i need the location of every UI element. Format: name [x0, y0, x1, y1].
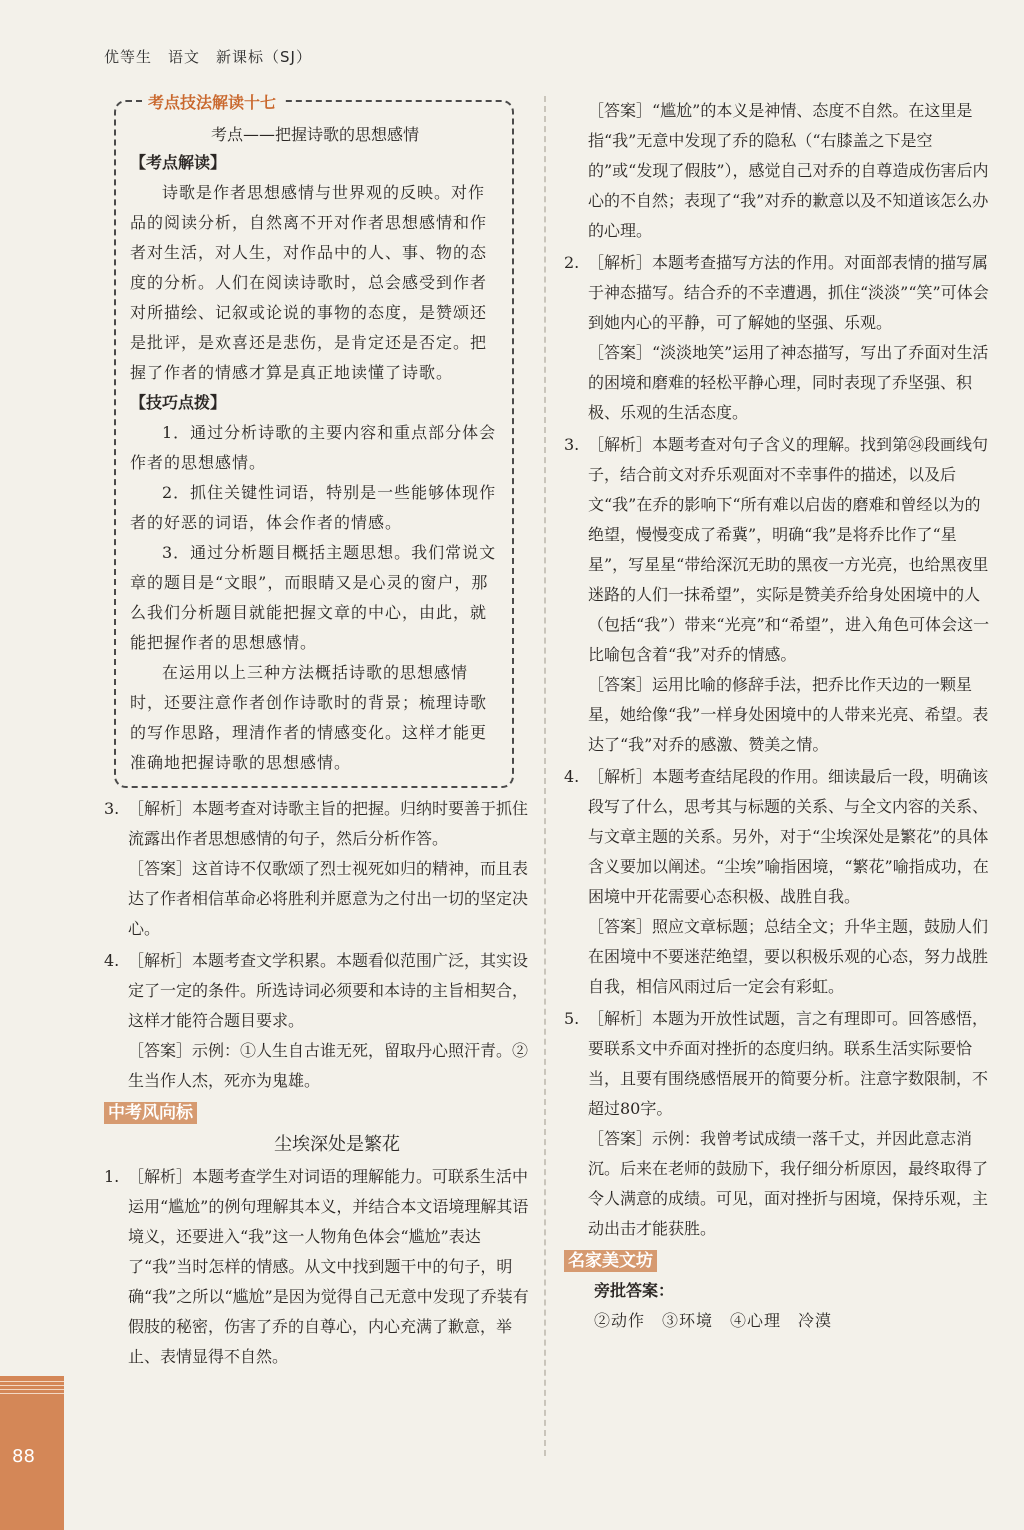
tip-box-subtitle: 考点——把握诗歌的思想感情 [210, 125, 419, 144]
explain-paragraph: 诗歌是作者思想感情与世界观的反映。对作品的阅读分析，自然离不开对作者思想感情和作者对生活，对人生，对作品中的人、事、物的态度的分析。人们在阅读诗歌时，总会感受到作者对所描绘、记叙或论说的事物的态度，是赞颂还是批评，是欢喜还是悲伤，是肯定还是否定。把握了作者的情感才算是真正地读懂了诗歌。 [130, 183, 488, 382]
answer-item [564, 430, 992, 760]
side-note-label: 旁批答案： [594, 1281, 675, 1300]
answer-item [564, 762, 992, 1002]
answer-item [104, 946, 530, 1096]
item-number: 4. [104, 951, 120, 970]
story-title: 尘埃深处是繁花 [274, 1134, 400, 1155]
page-number: 88 [12, 1446, 35, 1467]
tip-summary: 在运用以上三种方法概括诗歌的思想感情时，还要注意作者创作诗歌时的背景；梳理诗歌的写作思路，理清作者的情感变化。这样才能更准确地把握诗歌的思想感情。 [130, 663, 488, 772]
tip-box [114, 93, 514, 788]
answer-item [104, 794, 530, 944]
tip-3: 3．通过分析题目概括主题思想。我们常说文章的题目是“文眼”，而眼睛又是心灵的窗户，那么我们分析题目就能把握文章的中心，由此，就能把握作者的思想感情。 [130, 543, 497, 652]
answer-text: ［答案］示例：我曾考试成绩一落千丈，并因此意志消沉。后来在老师的鼓励下，我仔细分析原因，最终取得了令人满意的成绩。可见，面对挫折与困境，保持乐观，主动出击才能获胜。 [588, 1129, 989, 1238]
answer-text: ［答案］照应文章标题；总结全文；升华主题，鼓励人们在困境中不要迷茫绝望，要以积极乐观的心态，努力战胜自我，相信风雨过后一定会有彩虹。 [588, 917, 989, 996]
running-header: 优等生 语文 新课标（SJ） [104, 48, 312, 66]
item-number: 5. [564, 1009, 580, 1028]
left-column [104, 93, 530, 1372]
right-column [564, 96, 992, 1336]
answer-text: ［答案］运用比喻的修辞手法，把乔比作天边的一颗星星，她给像“我”一样身处困境中的人带来光亮、希望。表达了“我”对乔的感激、赞美之情。 [588, 675, 989, 754]
tip-2: 2．抓住关键性词语，特别是一些能够体现作者的好恶的词语，体会作者的情感。 [130, 483, 497, 532]
analysis-text: ［解析］本题为开放性试题，言之有理即可。回答感悟，要联系文中乔面对挫折的态度归纳。联系生活实际要恰当，且要有围绕感悟展开的简要分析。注意字数限制，不超过80字。 [588, 1009, 989, 1118]
answer-item [564, 248, 992, 428]
column-divider [544, 96, 546, 1456]
answer-text: ［答案］这首诗不仅歌颂了烈士视死如归的精神，而且表达了作者相信革命必将胜利并愿意为之付出一切的坚定决心。 [128, 859, 529, 938]
answer-text: ［答案］示例：①人生自古谁无死，留取丹心照汗青。②生当作人杰，死亦为鬼雄。 [128, 1041, 529, 1090]
section-tag-essay-corner: 名家美文坊 [564, 1250, 657, 1272]
analysis-text: ［解析］本题考查学生对词语的理解能力。可联系生活中运用“尴尬”的例句理解其本义，并结合本文语境理解其语境义，还要进入“我”这一人物角色体会“尴尬”表达了“我”当时怎样的情感。从文中找到题干中的句子，明确“我”之所以“尴尬”是因为觉得自己无意中发现了乔装有假肢的秘密，伤害了乔的自尊心，内心充满了歉意，举止、表情显得不自然。 [128, 1167, 529, 1366]
analysis-text: ［解析］本题考查结尾段的作用。细读最后一段，明确该段写了什么，思考其与标题的关系、与全文内容的关系、与文章主题的关系。另外，对于“尘埃深处是繁花”的具体含义要加以阐述。“尘埃”喻指困境，“繁花”喻指成功，在困境中开花需要心态积极、战胜自我。 [588, 767, 989, 906]
item-number: 2. [564, 253, 580, 272]
answer-text: ［答案］“淡淡地笑”运用了神态描写，写出了乔面对生活的困境和磨难的轻松平静心理，同时表现了乔坚强、积极、乐观的生活态度。 [588, 343, 989, 422]
section-heading-explain: 【考点解读】 [130, 153, 227, 172]
side-note-answers: ②动作 ③环境 ④心理 冷漠 [594, 1311, 833, 1330]
answer-item [104, 1162, 530, 1372]
analysis-text: ［解析］本题考查描写方法的作用。对面部表情的描写属于神态描写。结合乔的不幸遭遇，抓住“淡淡”“笑”可体会到她内心的平静，可了解她的坚强、乐观。 [588, 253, 989, 332]
analysis-text: ［解析］本题考查文学积累。本题看似范围广泛，其实设定了一定的条件。所选诗词必须要和本诗的主旨相契合，这样才能符合题目要求。 [128, 951, 529, 1030]
item-number: 1. [104, 1167, 120, 1186]
tip-box-title: 考点技法解读十七 [142, 88, 282, 118]
section-tag-exam-trend: 中考风向标 [104, 1102, 197, 1124]
analysis-text: ［解析］本题考查对句子含义的理解。找到第㉔段画线句子，结合前文对乔乐观面对不幸事件的描述，以及后文“我”在乔的影响下“所有难以启齿的磨难和曾经以为的绝望，慢慢变成了希冀”，明确“我”是将乔比作了“星星”，写星星“带给深沉无助的黑夜一方光亮，也给黑夜里迷路的人们一抹希望”，实际是赞美乔给身处困境中的人（包括“我”）带来“光亮”和“希望”，进入角色可体会这一比喻包含着“我”对乔的情感。 [588, 435, 990, 664]
item-number: 3. [564, 435, 580, 454]
tip-1: 1．通过分析诗歌的主要内容和重点部分体会作者的思想感情。 [130, 423, 497, 472]
item-number: 3. [104, 799, 120, 818]
analysis-text: ［解析］本题考查对诗歌主旨的把握。归纳时要善于抓住流露出作者思想感情的句子，然后分析作答。 [128, 799, 529, 848]
answer-text: ［答案］“尴尬”的本义是神情、态度不自然。在这里是指“我”无意中发现了乔的隐私（“右膝盖之下是空的”或“发现了假肢”），感觉自己对乔的自尊造成伤害后内心的不自然；表现了“我”对乔的歉意以及不知道该怎么办的心理。 [588, 101, 989, 240]
section-heading-tips: 【技巧点拨】 [130, 393, 227, 412]
page-edge-stripes [0, 1378, 64, 1394]
answer-item [564, 1004, 992, 1244]
item-number: 4. [564, 767, 580, 786]
